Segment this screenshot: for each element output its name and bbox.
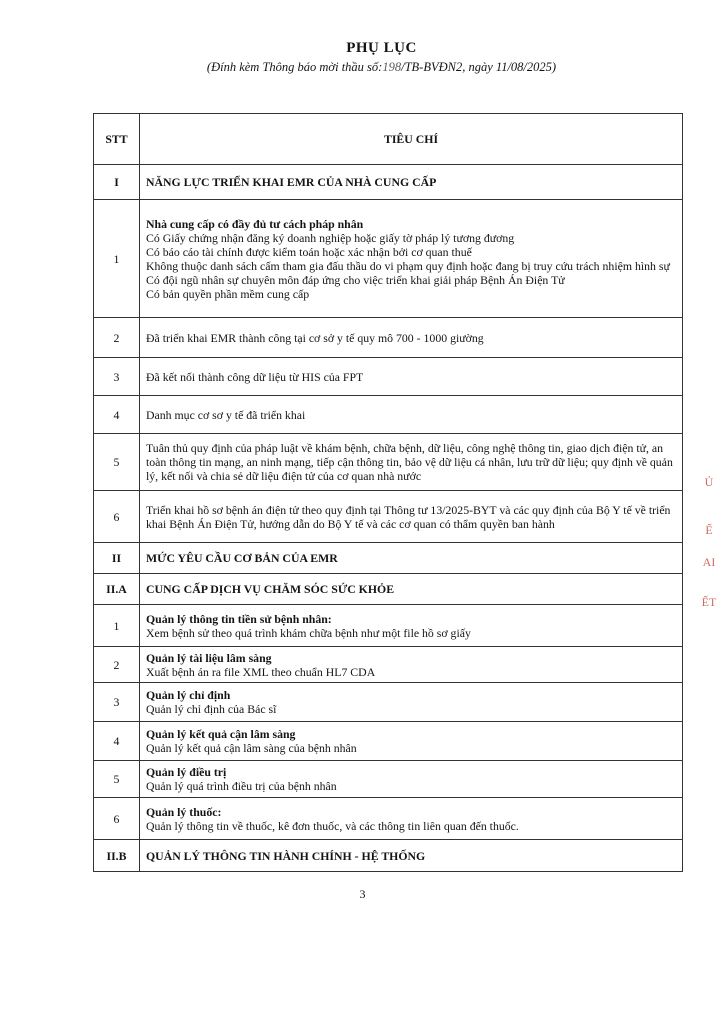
row-number: 1 [94, 200, 140, 318]
section-title: NĂNG LỰC TRIỂN KHAI EMR CỦA NHÀ CUNG CẤP [140, 165, 683, 200]
row-number: 1 [94, 605, 140, 647]
row-number: 2 [94, 318, 140, 358]
row-number: 5 [94, 761, 140, 798]
document-header [0, 40, 725, 75]
table-row [94, 647, 683, 683]
section-row [94, 840, 683, 872]
section-row [94, 574, 683, 605]
page-title: PHỤ LỤC [346, 40, 417, 56]
row-content [140, 647, 683, 683]
subtitle-suffix: /TB-BVĐN2, ngày 11/08/2025) [401, 60, 557, 74]
stamp-glyph: AI [702, 555, 716, 569]
table-row [94, 683, 683, 722]
row-content [140, 683, 683, 722]
row-content [140, 798, 683, 840]
handwritten-doc-number: 198 [382, 60, 402, 74]
row-text: Đã triển khai EMR thành công tại cơ sở y tế quy mô 700 - 1000 giường [140, 318, 683, 358]
row-title: Nhà cung cấp có đầy đủ tư cách pháp nhân [146, 216, 364, 231]
section-number: II [94, 543, 140, 574]
section-row [94, 543, 683, 574]
row-title: Quản lý tài liệu lâm sàng [146, 650, 272, 665]
row-number: 6 [94, 798, 140, 840]
page-number: 3 [359, 887, 366, 901]
row-number: 2 [94, 647, 140, 683]
margin-stamp [697, 475, 721, 625]
stamp-glyph: Ế [705, 523, 713, 537]
row-line: Không thuộc danh sách cấm tham gia đấu thầu do vi phạm quy định hoặc đang bị truy cứu trách nhiệm hình sự [146, 258, 670, 273]
table-row [94, 761, 683, 798]
row-description: Quản lý kết quả cận lâm sàng của bệnh nhân [146, 741, 357, 755]
row-number: 3 [94, 358, 140, 396]
row-title: Quản lý thông tin tiền sử bệnh nhân: [146, 611, 332, 626]
row-line: Có bản quyền phần mềm cung cấp [146, 286, 310, 301]
row-text: Đã kết nối thành công dữ liệu từ HIS của FPT [140, 358, 683, 396]
row-text: Triển khai hồ sơ bệnh án điện tử theo quy định tại Thông tư 13/2025-BYT và các quy định của Bộ Y tế về triển khai Bệnh Án Điện Tử, hướng dẫn do Bộ Y tế và các cơ quan có thẩm quyền ban hành [140, 491, 683, 543]
row-text: Danh mục cơ sơ y tế đã triển khai [140, 396, 683, 434]
row-number: 4 [94, 722, 140, 761]
row-title: Quản lý chỉ định [146, 688, 231, 702]
row-description: Xuất bệnh án ra file XML theo chuẩn HL7 CDA [146, 664, 376, 679]
stamp-glyph: ẾT [701, 595, 717, 609]
row-description: Quản lý chỉ định của Bác sĩ [146, 702, 277, 716]
table-row [94, 200, 683, 318]
criteria-table [93, 113, 683, 872]
column-header-stt: STT [94, 114, 140, 165]
row-content [140, 605, 683, 647]
section-title: QUẢN LÝ THÔNG TIN HÀNH CHÍNH - HỆ THỐNG [140, 840, 683, 872]
row-title: Quản lý điều trị [146, 765, 227, 779]
row-description: Xem bệnh sử theo quá trình khám chữa bệnh như một file hồ sơ giấy [146, 625, 471, 640]
row-title: Quản lý thuốc: [146, 804, 222, 819]
column-header-criteria: TIÊU CHÍ [140, 114, 683, 165]
row-content [140, 761, 683, 798]
row-content [140, 722, 683, 761]
table-header-row [94, 114, 683, 165]
row-content [140, 200, 683, 318]
stamp-glyph: Ủ [704, 475, 714, 489]
subtitle-prefix: (Đính kèm Thông báo mời thầu số: [206, 60, 383, 74]
row-description: Quản lý quá trình điều trị của bệnh nhân [146, 779, 337, 793]
table-row [94, 358, 683, 396]
table-row [94, 318, 683, 358]
row-number: 5 [94, 434, 140, 491]
section-number: I [94, 165, 140, 200]
row-number: 6 [94, 491, 140, 543]
row-line: Có báo cáo tài chính được kiểm toán hoặc xác nhận bởi cơ quan thuế [146, 244, 472, 259]
section-title: MỨC YÊU CẦU CƠ BẢN CỦA EMR [140, 543, 683, 574]
row-text: Tuân thủ quy định của pháp luật về khám bệnh, chữa bệnh, dữ liệu, công nghệ thông tin, giao dịch điện tử, an toàn thông tin mạng, an ninh mạng, tiếp cận thông tin, bảo vệ dữ liệu cá nhân, lưu trữ dữ liệu; quy định về quản lý, kết nối và chia sẻ dữ liệu điện tử của cơ quan nhà nước [140, 434, 683, 491]
section-number: II.A [94, 574, 140, 605]
table-row [94, 434, 683, 491]
row-number: 3 [94, 683, 140, 722]
table-row [94, 722, 683, 761]
row-number: 4 [94, 396, 140, 434]
table-row [94, 605, 683, 647]
row-line: Có đội ngũ nhân sự chuyên môn đáp ứng cho việc triển khai giải pháp Bệnh Án Điện Tử [146, 272, 565, 287]
row-description: Quản lý thông tin về thuốc, kê đơn thuốc, và các thông tin liên quan đến thuốc. [146, 818, 519, 833]
section-row [94, 165, 683, 200]
table-row [94, 396, 683, 434]
section-number: II.B [94, 840, 140, 872]
section-title: CUNG CẤP DỊCH VỤ CHĂM SÓC SỨC KHỎE [140, 574, 683, 605]
table-row [94, 491, 683, 543]
page-subtitle [38, 60, 725, 75]
row-line: Có Giấy chứng nhận đăng ký doanh nghiệp hoặc giấy tờ pháp lý tương đương [146, 230, 515, 245]
row-title: Quản lý kết quả cận lâm sàng [146, 727, 296, 741]
table-row [94, 798, 683, 840]
